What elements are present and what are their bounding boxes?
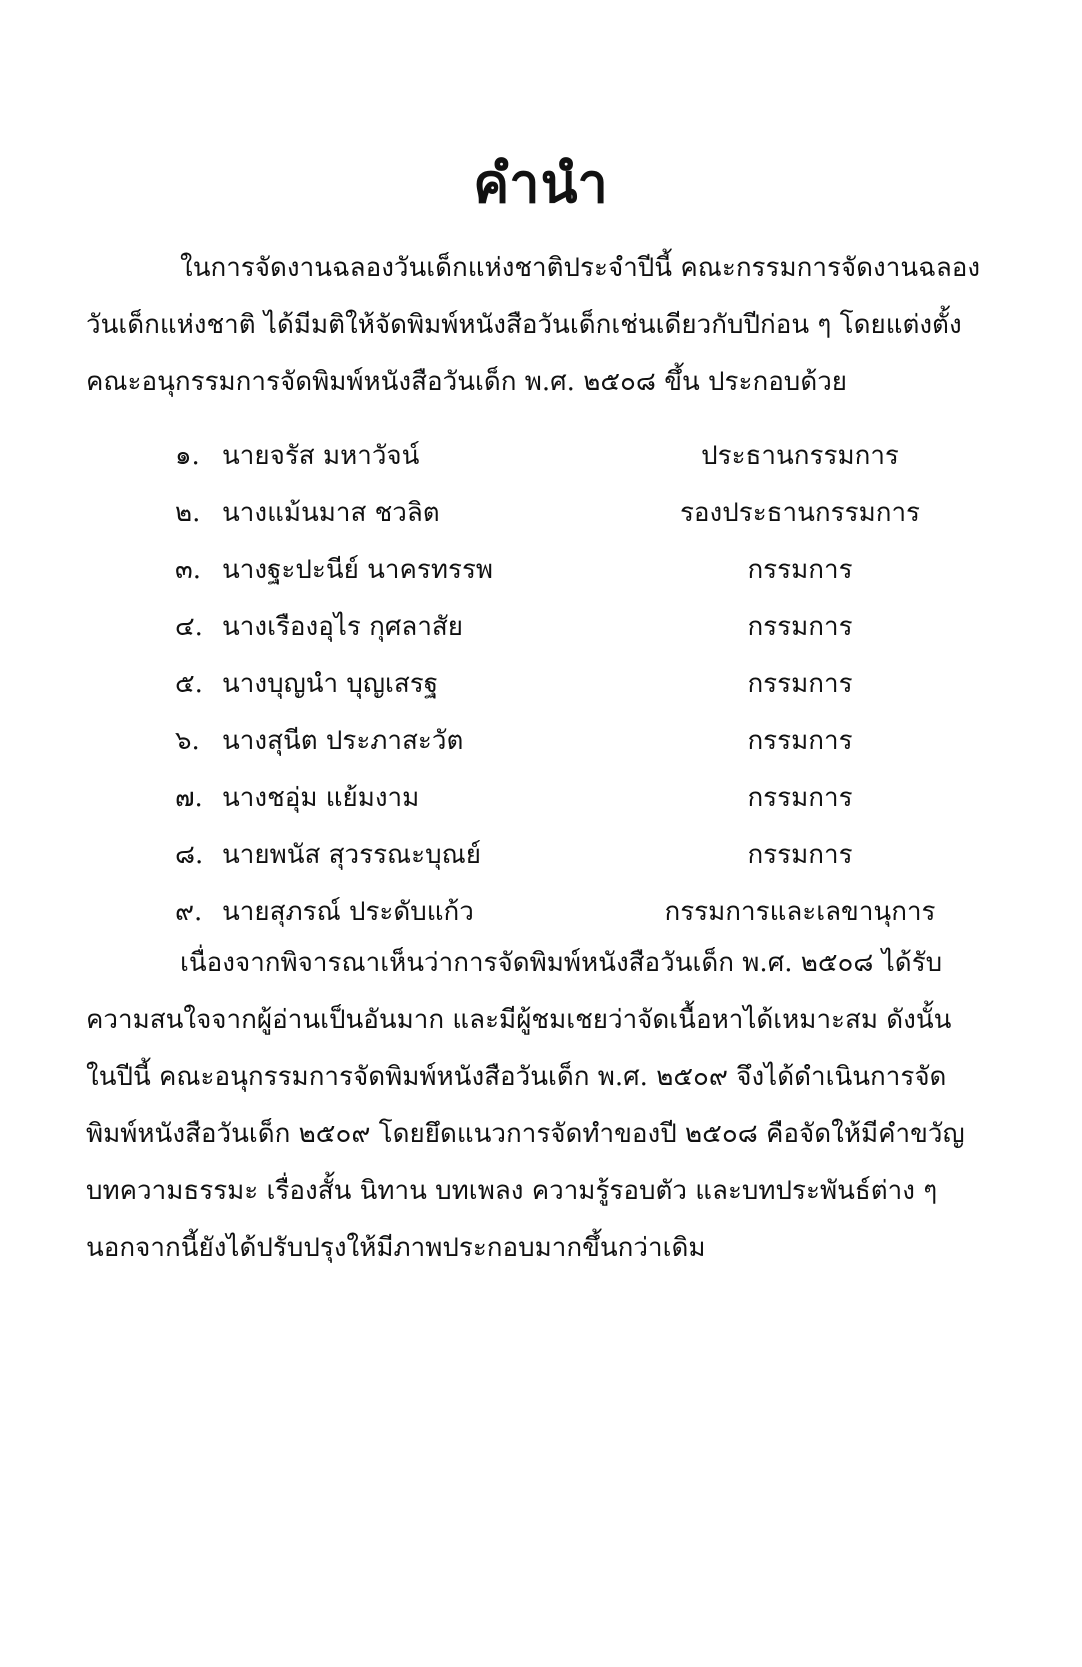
member-number: ๑. xyxy=(175,441,200,471)
committee-member xyxy=(0,539,1082,596)
member-role: กรรมการ xyxy=(747,612,853,642)
member-number: ๙. xyxy=(175,897,203,927)
member-name: นางเรืองอุไร กุศลาสัย xyxy=(222,612,464,642)
member-number: ๓. xyxy=(175,555,202,585)
member-name: นางชอุ่ม แย้มงาม xyxy=(222,783,420,813)
member-number: ๖. xyxy=(175,726,200,756)
member-role: กรรมการ xyxy=(747,783,853,813)
member-number: ๘. xyxy=(175,840,204,870)
member-name: นางสุนีต ประภาสะวัต xyxy=(222,726,464,756)
intro-paragraph xyxy=(86,240,996,411)
committee-member xyxy=(0,653,1082,710)
closing-line: พิมพ์หนังสือวันเด็ก ๒๕๐๙ โดยยึดแนวการจัดทำของปี ๒๕๐๘ คือจัดให้มีคำขวัญ xyxy=(86,1119,965,1149)
committee-member xyxy=(0,425,1082,482)
committee-member xyxy=(0,596,1082,653)
committee-member xyxy=(0,824,1082,881)
member-number: ๒. xyxy=(175,498,201,528)
member-name: นางบุญนำ บุญเสรฐ xyxy=(222,669,439,699)
committee-member xyxy=(0,482,1082,539)
member-role: กรรมการและเลขานุการ xyxy=(664,897,936,927)
closing-line: เนื่องจากพิจารณาเห็นว่าการจัดพิมพ์หนังสือวันเด็ก พ.ศ. ๒๕๐๘ ได้รับ xyxy=(180,948,943,978)
member-name: นางแม้นมาส ชวลิต xyxy=(222,498,440,528)
committee-member xyxy=(0,767,1082,824)
page-title: คำนำ xyxy=(473,151,609,215)
member-number: ๕. xyxy=(175,669,203,699)
member-role: กรรมการ xyxy=(747,840,853,870)
member-number: ๗. xyxy=(175,783,203,813)
member-number: ๔. xyxy=(175,612,203,642)
committee-member xyxy=(0,710,1082,767)
member-name: นายจรัส มหาวัจน์ xyxy=(222,441,420,471)
closing-line: ในปีนี้ คณะอนุกรรมการจัดพิมพ์หนังสือวันเด็ก พ.ศ. ๒๕๐๙ จึงได้ดำเนินการจัด xyxy=(86,1062,947,1092)
intro-line: คณะอนุกรรมการจัดพิมพ์หนังสือวันเด็ก พ.ศ. ๒๕๐๘ ขึ้น ประกอบด้วย xyxy=(86,367,848,397)
intro-line: ในการจัดงานฉลองวันเด็กแห่งชาติประจำปีนี้ คณะกรรมการจัดงานฉลอง xyxy=(180,253,981,283)
member-role: กรรมการ xyxy=(747,555,853,585)
member-name: นายสุภรณ์ ประดับแก้ว xyxy=(222,897,474,927)
closing-line: ความสนใจจากผู้อ่านเป็นอันมาก และมีผู้ชมเชยว่าจัดเนื้อหาได้เหมาะสม ดังนั้น xyxy=(86,1005,952,1035)
member-role: กรรมการ xyxy=(747,669,853,699)
closing-paragraph xyxy=(86,935,996,1277)
member-role: กรรมการ xyxy=(747,726,853,756)
member-role: รองประธานกรรมการ xyxy=(679,498,921,528)
closing-line: นอกจากนี้ยังได้ปรับปรุงให้มีภาพประกอบมากขึ้นกว่าเดิม xyxy=(86,1233,706,1263)
committee-member xyxy=(0,881,1082,938)
member-role: ประธานกรรมการ xyxy=(701,441,899,471)
member-name: นางฐะปะนีย์ นาครทรรพ xyxy=(222,555,494,585)
closing-line: บทความธรรมะ เรื่องสั้น นิทาน บทเพลง ความรู้รอบตัว และบทประพันธ์ต่าง ๆ xyxy=(86,1176,938,1206)
intro-line: วันเด็กแห่งชาติ ได้มีมติให้จัดพิมพ์หนังสือวันเด็กเช่นเดียวกับปีก่อน ๆ โดยแต่งตั้ง xyxy=(86,310,962,340)
member-name: นายพนัส สุวรรณะบุณย์ xyxy=(222,840,481,870)
committee-list xyxy=(0,425,1082,938)
